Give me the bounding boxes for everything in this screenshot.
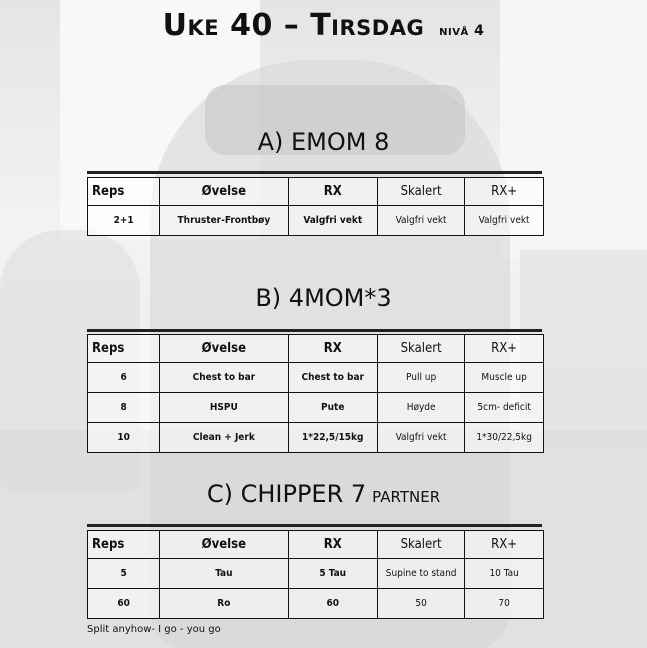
cell-rxplus: Valgfri vekt	[465, 206, 544, 236]
cell-ovelse: Clean + Jerk	[160, 423, 288, 453]
col-rxplus: RX+	[465, 178, 544, 206]
cell-rx: Valgfri vekt	[288, 206, 377, 236]
section-c-table	[87, 530, 544, 619]
cell-rx: Chest to bar	[288, 363, 377, 393]
col-reps: Reps	[88, 531, 160, 559]
section-b-heading: B) 4MOM*3	[255, 284, 392, 312]
cell-rxplus: 1*30/22,5kg	[465, 423, 544, 453]
title-main: Uke 40 – Tirsdag	[162, 8, 425, 43]
col-rx: RX	[288, 335, 377, 363]
cell-ovelse: HSPU	[160, 393, 288, 423]
section-c-heading: C) CHIPPER 7 PARTNER	[206, 480, 441, 508]
table-row	[88, 206, 544, 236]
cell-ovelse: Thruster-Frontbøy	[160, 206, 288, 236]
cell-skalert: 50	[377, 589, 464, 619]
section-a-rule	[87, 171, 542, 174]
col-ovelse: Øvelse	[160, 335, 288, 363]
cell-ovelse: Ro	[160, 589, 288, 619]
cell-rx: 60	[288, 589, 377, 619]
table-header-row	[88, 531, 544, 559]
cell-skalert: Supine to stand	[377, 559, 464, 589]
cell-rx: Pute	[288, 393, 377, 423]
cell-skalert: Pull up	[377, 363, 464, 393]
cell-ovelse: Chest to bar	[160, 363, 288, 393]
section-c-sub: PARTNER	[372, 488, 441, 506]
section-a-table	[87, 177, 544, 236]
cell-ovelse: Tau	[160, 559, 288, 589]
cell-rxplus: Muscle up	[465, 363, 544, 393]
title-level: nivå 4	[439, 23, 485, 39]
col-skalert: Skalert	[377, 178, 464, 206]
cell-reps: 5	[88, 559, 160, 589]
cell-reps: 2+1	[88, 206, 160, 236]
table-header-row	[88, 178, 544, 206]
col-reps: Reps	[88, 335, 160, 363]
cell-skalert: Valgfri vekt	[377, 423, 464, 453]
section-b-table	[87, 334, 544, 453]
cell-skalert: Valgfri vekt	[377, 206, 464, 236]
table-row	[88, 589, 544, 619]
col-skalert: Skalert	[377, 531, 464, 559]
table-row	[88, 423, 544, 453]
section-c-rule	[87, 524, 542, 527]
cell-skalert: Høyde	[377, 393, 464, 423]
col-ovelse: Øvelse	[160, 531, 288, 559]
col-rx: RX	[288, 178, 377, 206]
table-header-row	[88, 335, 544, 363]
table-row	[88, 363, 544, 393]
cell-rx: 5 Tau	[288, 559, 377, 589]
col-rx: RX	[288, 531, 377, 559]
col-reps: Reps	[88, 178, 160, 206]
section-b-rule	[87, 329, 542, 332]
cell-reps: 8	[88, 393, 160, 423]
col-rxplus: RX+	[465, 335, 544, 363]
col-ovelse: Øvelse	[160, 178, 288, 206]
table-row	[88, 393, 544, 423]
page-title	[0, 8, 647, 43]
cell-rx: 1*22,5/15kg	[288, 423, 377, 453]
table-row	[88, 559, 544, 589]
footnote: Split anyhow- I go - you go	[87, 624, 221, 635]
cell-rxplus: 5cm- deficit	[465, 393, 544, 423]
cell-reps: 10	[88, 423, 160, 453]
cell-rxplus: 70	[465, 589, 544, 619]
cell-rxplus: 10 Tau	[465, 559, 544, 589]
col-skalert: Skalert	[377, 335, 464, 363]
col-rxplus: RX+	[465, 531, 544, 559]
section-a-heading: A) EMOM 8	[257, 128, 390, 156]
cell-reps: 60	[88, 589, 160, 619]
cell-reps: 6	[88, 363, 160, 393]
